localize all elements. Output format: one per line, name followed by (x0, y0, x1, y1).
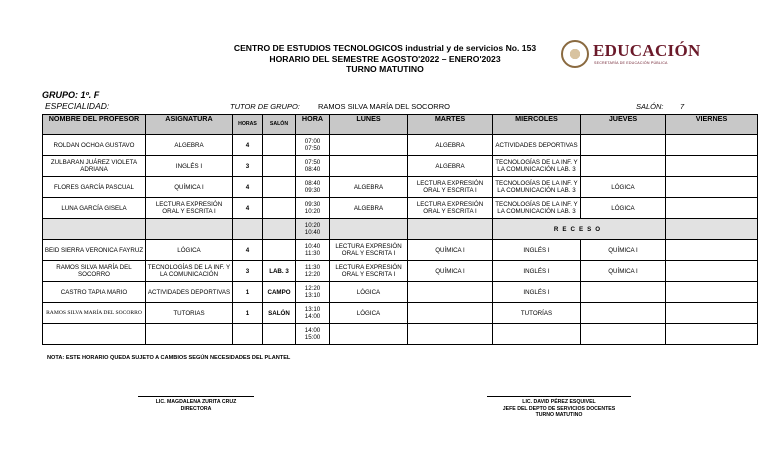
cell-miercoles: TECNOLOGÍAS DE LA INF. Y LA COMUNICACIÓN LAB. 3 (493, 198, 581, 219)
cell-miercoles: INGLÉS I (493, 282, 581, 303)
cell-jueves (581, 303, 666, 324)
cell-profesor: CASTRO TAPIA MARIO (43, 282, 146, 303)
signature-line-left (138, 396, 254, 397)
cell-asignatura (146, 324, 233, 345)
director-name: LIC. MAGDALENA ZURITA CRUZ (155, 399, 237, 405)
cell-martes: QUÍMICA I (408, 240, 493, 261)
cell-lunes: LÓGICA (330, 282, 408, 303)
group-label: GRUPO: 1º. F (42, 90, 100, 100)
cell-horas: 3 (233, 156, 263, 177)
cell-hora (296, 324, 330, 345)
cell-jueves (581, 324, 666, 345)
cell-lunes: ALGEBRA (330, 198, 408, 219)
cell-asignatura: INGLÉS I (146, 156, 233, 177)
specialty-label: ESPECIALIDAD: (45, 101, 110, 111)
cell-horas: 4 (233, 198, 263, 219)
hora-start: 09:30 (304, 201, 321, 208)
cell-miercoles: TECNOLOGÍAS DE LA INF. Y LA COMUNICACIÓN LAB. 3 (493, 156, 581, 177)
cell-lunes: LECTURA EXPRESIÓN ORAL Y ESCRITA I (330, 261, 408, 282)
cell-jueves: QUÍMICA I (581, 261, 666, 282)
hora-start: 10:20 (304, 222, 321, 229)
col-viernes: VIERNES (666, 115, 758, 135)
cell-salon: LAB. 3 (263, 261, 296, 282)
cell-horas (233, 324, 263, 345)
header-row (43, 115, 758, 135)
col-salon: SALÓN (263, 115, 296, 135)
hora-start: 13:10 (304, 306, 321, 313)
cell-empty (263, 219, 296, 240)
room-value: 7 (680, 102, 685, 111)
col-profesor: NOMBRE DEL PROFESOR (43, 115, 146, 135)
cell-empty (408, 219, 493, 240)
col-lunes: LUNES (330, 115, 408, 135)
cell-horas: 1 (233, 303, 263, 324)
table-row (43, 282, 758, 303)
cell-profesor: RAMOS SILVA MARÍA DEL SOCORRO (43, 303, 146, 324)
table-row (43, 198, 758, 219)
hora-end: 11:30 (304, 250, 321, 257)
signature-line-right (487, 396, 631, 397)
table-row (43, 240, 758, 261)
cell-profesor: BEID SIERRA VERONICA FAYRUZ (43, 240, 146, 261)
hora-end: 09:30 (304, 187, 321, 194)
hora-end: 13:10 (304, 292, 321, 299)
cell-jueves (581, 156, 666, 177)
cell-salon (263, 177, 296, 198)
cell-horas: 4 (233, 240, 263, 261)
signature-right (470, 399, 648, 419)
schedule-note: NOTA: ESTE HORARIO QUEDA SUJETO A CAMBIOS SEGÚN NECESIDADES DEL PLANTEL (47, 355, 291, 361)
cell-miercoles: ACTIVIDADES DEPORTIVAS (493, 135, 581, 156)
cell-martes: ALGEBRA (408, 156, 493, 177)
cell-hora (296, 198, 330, 219)
table-row (43, 135, 758, 156)
cell-viernes (666, 198, 758, 219)
hora-start: 12:20 (304, 285, 321, 292)
cell-hora (296, 303, 330, 324)
hora-end: 14:00 (304, 313, 321, 320)
cell-martes (408, 324, 493, 345)
logo-subtitle: SECRETARÍA DE EDUCACIÓN PÚBLICA (594, 61, 668, 65)
cell-profesor: FLORES GARCÍA PASCUAL (43, 177, 146, 198)
cell-salon (263, 198, 296, 219)
recess-row (43, 219, 758, 240)
cell-salon: CAMPO (263, 282, 296, 303)
cell-martes: ALGEBRA (408, 135, 493, 156)
cell-salon (263, 135, 296, 156)
school-name: CENTRO DE ESTUDIOS TECNOLOGICOS industrial y de servicios No. 153 (233, 43, 537, 53)
cell-viernes (666, 282, 758, 303)
seal-icon (561, 40, 589, 68)
room-label: SALÓN: (636, 102, 664, 111)
cell-lunes: ALGEBRA (330, 177, 408, 198)
cell-empty (666, 219, 758, 240)
cell-lunes (330, 135, 408, 156)
cell-horas: 4 (233, 177, 263, 198)
cell-miercoles: TECNOLOGÍAS DE LA INF. Y LA COMUNICACIÓN LAB. 3 (493, 177, 581, 198)
table-row (43, 156, 758, 177)
table-row (43, 261, 758, 282)
cell-asignatura: TECNOLOGÍAS DE LA INF. Y LA COMUNICACIÓN (146, 261, 233, 282)
schedule-table (42, 114, 758, 345)
cell-profesor: ROLDAN OCHOA GUSTAVO (43, 135, 146, 156)
cell-hora (296, 282, 330, 303)
hora-end: 12:20 (304, 271, 321, 278)
table-row (43, 303, 758, 324)
cell-horas: 3 (233, 261, 263, 282)
shift-title: TURNO MATUTINO (346, 64, 424, 74)
cell-viernes (666, 261, 758, 282)
hora-start: 11:30 (304, 264, 321, 271)
hora-end: 10:40 (304, 229, 321, 236)
signature-left (110, 399, 282, 412)
cell-horas: 1 (233, 282, 263, 303)
cell-miercoles (493, 324, 581, 345)
cell-viernes (666, 303, 758, 324)
cell-lunes (330, 324, 408, 345)
cell-empty (43, 219, 146, 240)
head-name: LIC. DAVID PÉREZ ESQUIVEL (522, 399, 596, 405)
hora-end: 07:50 (304, 145, 321, 152)
cell-lunes: LÓGICA (330, 303, 408, 324)
cell-asignatura: TUTORIAS (146, 303, 233, 324)
col-jueves: JUEVES (581, 115, 666, 135)
hora-start: 10:40 (304, 243, 321, 250)
cell-hora (296, 156, 330, 177)
col-martes: MARTES (408, 115, 493, 135)
cell-asignatura: ALGEBRA (146, 135, 233, 156)
tutor-value: RAMOS SILVA MARÍA DEL SOCORRO (318, 102, 450, 111)
cell-lunes (330, 156, 408, 177)
hora-start: 07:50 (304, 159, 321, 166)
cell-martes: LECTURA EXPRESIÓN ORAL Y ESCRITA I (408, 177, 493, 198)
cell-hora (296, 240, 330, 261)
cell-salon (263, 324, 296, 345)
cell-lunes: LECTURA EXPRESIÓN ORAL Y ESCRITA I (330, 240, 408, 261)
cell-martes: QUÍMICA I (408, 261, 493, 282)
recess-label: RECESO (493, 219, 666, 240)
cell-empty (233, 219, 263, 240)
cell-miercoles: INGLÉS I (493, 261, 581, 282)
cell-asignatura: LECTURA EXPRESIÓN ORAL Y ESCRITA I (146, 198, 233, 219)
cell-hora (296, 135, 330, 156)
cell-profesor: RAMOS SILVA MARÍA DEL SOCORRO (43, 261, 146, 282)
col-miercoles: MIERCOLES (493, 115, 581, 135)
cell-salon: SALÓN (263, 303, 296, 324)
cell-hora (296, 219, 330, 240)
cell-viernes (666, 324, 758, 345)
hora-start: 14:00 (304, 327, 321, 334)
hora-start: 08:40 (304, 180, 321, 187)
cell-asignatura: LÓGICA (146, 240, 233, 261)
cell-hora (296, 177, 330, 198)
hora-end: 10:20 (304, 208, 321, 215)
head-shift: TURNO MATUTINO (535, 412, 583, 419)
director-title: DIRECTORA (180, 405, 212, 412)
cell-profesor: LUNA GARCÍA GISELA (43, 198, 146, 219)
cell-jueves: LÓGICA (581, 198, 666, 219)
col-hora: HORA (296, 115, 330, 135)
cell-asignatura: QUÍMICA I (146, 177, 233, 198)
cell-miercoles: INGLÉS I (493, 240, 581, 261)
hora-end: 15:00 (304, 334, 321, 341)
cell-viernes (666, 177, 758, 198)
cell-jueves (581, 135, 666, 156)
cell-jueves: QUÍMICA I (581, 240, 666, 261)
document-header (150, 43, 620, 75)
sep-logo (561, 40, 701, 72)
cell-horas: 4 (233, 135, 263, 156)
cell-empty (330, 219, 408, 240)
cell-empty (146, 219, 233, 240)
head-title: JEFE DEL DEPTO DE SERVICIOS DOCENTES (502, 405, 616, 412)
cell-profesor: ZULBARAN JUÁREZ VIOLETA ADRIANA (43, 156, 146, 177)
cell-salon (263, 156, 296, 177)
tutor-label: TUTOR DE GRUPO: (230, 102, 300, 111)
cell-martes: LECTURA EXPRESIÓN ORAL Y ESCRITA I (408, 198, 493, 219)
cell-asignatura: ACTIVIDADES DEPORTIVAS (146, 282, 233, 303)
cell-viernes (666, 135, 758, 156)
table-row (43, 324, 758, 345)
cell-hora (296, 261, 330, 282)
hora-start: 07:00 (304, 138, 321, 145)
hora-end: 08:40 (304, 166, 321, 173)
logo-word: EDUCACIÓN (593, 41, 701, 60)
cell-jueves: LÓGICA (581, 177, 666, 198)
cell-viernes (666, 240, 758, 261)
cell-jueves (581, 282, 666, 303)
col-horas: HORAS (233, 115, 263, 135)
table-row (43, 177, 758, 198)
col-asignatura: ASIGNATURA (146, 115, 233, 135)
cell-martes (408, 303, 493, 324)
cell-viernes (666, 156, 758, 177)
cell-miercoles: TUTORÍAS (493, 303, 581, 324)
cell-salon (263, 240, 296, 261)
cell-profesor (43, 324, 146, 345)
cell-martes (408, 282, 493, 303)
semester-title: HORARIO DEL SEMESTRE AGOSTO'2022 – ENERO'2023 (269, 53, 501, 64)
